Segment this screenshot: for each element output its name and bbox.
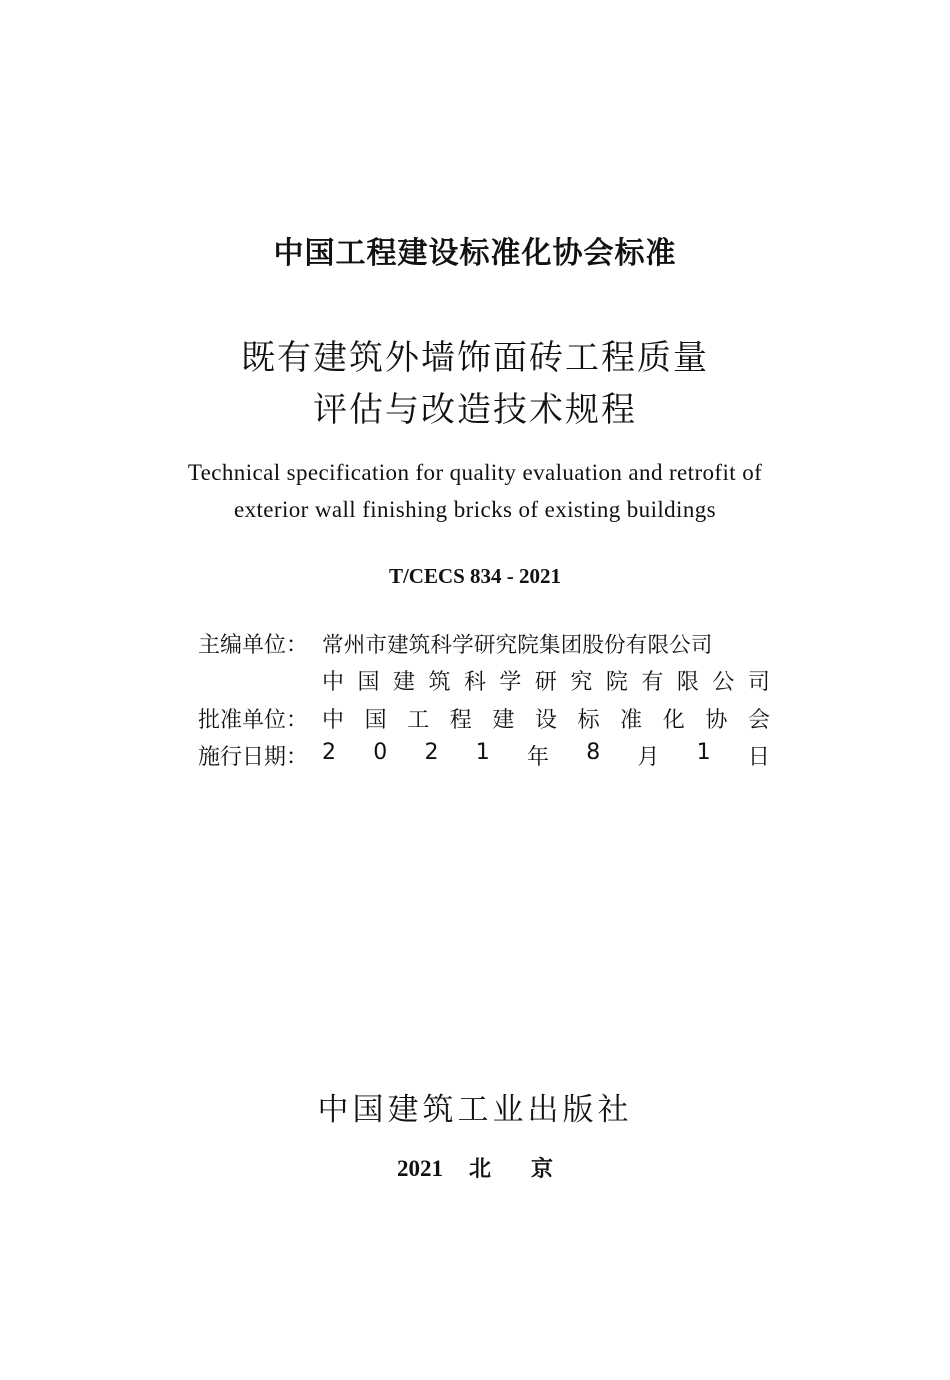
character: 司: [747, 670, 770, 695]
chief-editor-label: 主编单位：: [198, 633, 309, 658]
character: 公: [712, 670, 735, 695]
character: 标: [577, 708, 600, 733]
character: 筑: [428, 670, 451, 695]
english-title-line-1: Technical specification for quality evaluation and retrofit of: [187, 460, 763, 485]
publication-city: 北京: [468, 1157, 593, 1182]
character: 月: [637, 745, 660, 770]
chinese-title-line-1: 既有建筑外墙饰面砖工程质量: [241, 338, 709, 378]
character: 究: [570, 670, 593, 695]
character: 1: [696, 740, 711, 765]
character: 2: [322, 740, 336, 765]
character: 学: [499, 670, 522, 695]
character: 程: [449, 708, 472, 733]
chief-editor-unit-1: 常州市建筑科学研究院集团股份有限公司: [322, 633, 713, 658]
chinese-title-line-2: 评估与改造技术规程: [313, 390, 637, 430]
standard-number: T/CECS 834 - 2021: [388, 564, 562, 588]
character: 1: [475, 740, 490, 765]
character: 日: [747, 745, 770, 770]
publication-line: [0, 1152, 950, 1183]
character: 准: [620, 708, 643, 733]
character: 8: [586, 740, 601, 765]
character: 有: [641, 670, 664, 695]
character: 年: [526, 745, 549, 770]
character: 建: [392, 670, 415, 695]
approver-unit: [322, 703, 770, 734]
character: 建: [492, 708, 515, 733]
character: 科: [463, 670, 486, 695]
character: 院: [605, 670, 628, 695]
character: 化: [662, 708, 685, 733]
effective-date: [322, 740, 770, 771]
character: 0: [373, 740, 388, 765]
character: 协: [705, 708, 728, 733]
effective-date-label: 施行日期：: [198, 745, 309, 770]
character: 限: [676, 670, 699, 695]
character: 设: [534, 708, 557, 733]
character: 工: [407, 708, 430, 733]
publication-year: 2021: [396, 1156, 443, 1181]
character: 中: [322, 708, 345, 733]
organization-heading: 中国工程建设标准化协会标准: [273, 236, 677, 271]
character: 中: [322, 670, 345, 695]
character: 国: [357, 670, 380, 695]
approver-label: 批准单位：: [198, 708, 309, 733]
character: 会: [747, 708, 770, 733]
character: 2: [424, 740, 439, 765]
english-title-line-2: exterior wall finishing bricks of existing buildings: [233, 497, 716, 522]
character: 研: [534, 670, 557, 695]
character: 国: [364, 708, 387, 733]
publisher-name: 中国建筑工业出版社: [317, 1092, 633, 1128]
chief-editor-unit-2: [322, 665, 770, 696]
